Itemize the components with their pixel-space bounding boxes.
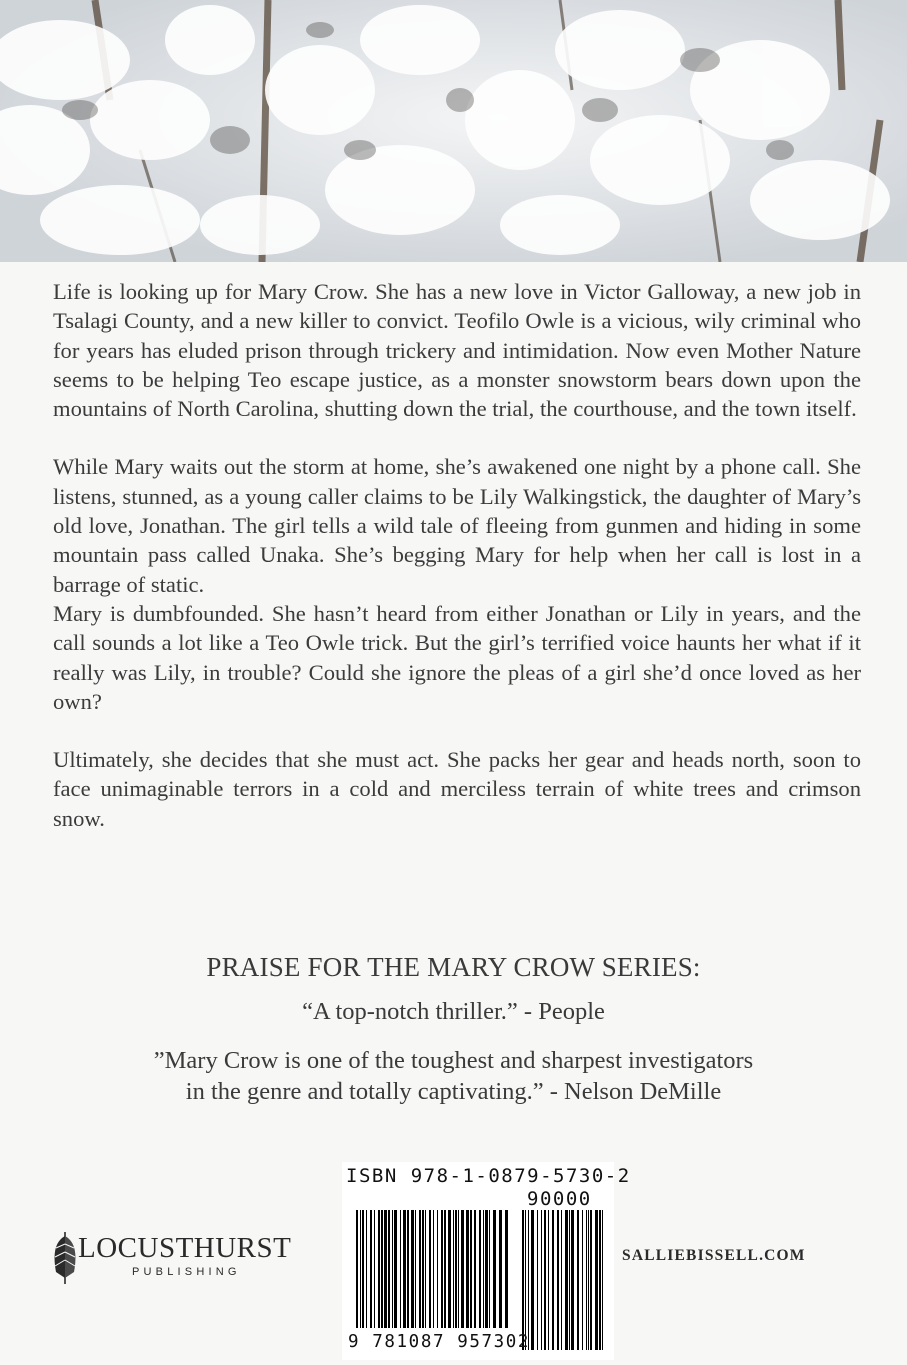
barcode-bar: [394, 1210, 397, 1328]
barcode-bar: [499, 1210, 502, 1328]
barcode-bar: [366, 1210, 367, 1328]
barcode-bar: [433, 1210, 434, 1328]
praise-quote-people: “A top-notch thriller.” - People: [302, 998, 605, 1025]
barcode-addon-bar: [571, 1210, 574, 1350]
price-code: 90000: [527, 1188, 592, 1210]
barcode-bar: [441, 1210, 443, 1328]
barcode-addon-bar: [537, 1210, 538, 1350]
barcode-addon-bar: [590, 1210, 592, 1350]
praise-quote-demille-line2: in the genre and totally captivating.” - Nelson DeMille: [185, 1078, 722, 1105]
barcode-addon-bar: [569, 1210, 570, 1350]
praise-quote-demille: [80, 1045, 827, 1107]
publisher-logo: [50, 1228, 310, 1284]
barcode-addon-bar: [525, 1210, 526, 1350]
barcode-bar: [378, 1210, 380, 1328]
barcode-addon-bar: [602, 1210, 603, 1350]
barcode-addon-bar: [565, 1210, 568, 1350]
barcode-bar: [388, 1210, 390, 1328]
barcode-bar: [485, 1210, 488, 1328]
barcode-bar: [374, 1210, 375, 1328]
barcode-bar: [437, 1210, 438, 1328]
barcode-bar: [461, 1210, 464, 1328]
barcode-addon-bar: [577, 1210, 579, 1350]
barcode-addon-bar: [548, 1210, 549, 1350]
isbn-label: ISBN 978-1-0879-5730-2: [346, 1165, 631, 1187]
barcode-bar: [392, 1210, 393, 1328]
barcode-bar: [493, 1210, 496, 1328]
barcode-bar: [356, 1210, 358, 1328]
barcode-bar: [415, 1210, 416, 1328]
barcode-addon-bar: [557, 1210, 559, 1350]
barcode-bar: [407, 1210, 409, 1328]
feather-icon: [50, 1228, 80, 1286]
barcode-addon-bar: [544, 1210, 546, 1350]
barcode-addon-bar: [552, 1210, 554, 1350]
barcode-bar: [455, 1210, 457, 1328]
book-description: [53, 277, 861, 833]
barcode-bar: [466, 1210, 469, 1328]
praise-heading: PRAISE FOR THE MARY CROW SERIES:: [206, 952, 701, 982]
barcode-addon-bar: [531, 1210, 534, 1350]
barcode-addon-bar: [599, 1210, 601, 1350]
barcode-bar: [362, 1210, 364, 1328]
barcode-bar: [458, 1210, 459, 1328]
barcode-addon-bar: [586, 1210, 587, 1350]
barcode-addon-bar: [541, 1210, 542, 1350]
barcode-bar: [505, 1210, 508, 1328]
barcode-bar: [425, 1210, 426, 1328]
barcode-bar: [479, 1210, 481, 1328]
publisher-name: LOCUSTHURST: [78, 1232, 292, 1264]
barcode-bar: [483, 1210, 484, 1328]
description-paragraph-3: Mary is dumbfounded. She hasn’t heard from either Jonathan or Lily in years, and the call sounds a lot like a Teo Owle trick. But the girl’s terrified voice haunts her what if it really was Lily, in trouble? Could she ignore the pleas of a girl she’d once loved as her own?: [53, 600, 861, 714]
description-paragraph-1: Life is looking up for Mary Crow. She has a new love in Victor Galloway, a new job in Tsalagi County, and a new killer to convict. Teofilo Owle is a vicious, wily criminal who for years has eluded prison through trickery and intimidation. Now even Mother Nature seems to be helping Teo escape justice, as a monster snowstorm bears down upon the mountains of North Carolina, shutting down the trial, the courthouse, and the town itself.: [53, 279, 861, 422]
barcode-bar: [444, 1210, 446, 1328]
barcode-bar: [419, 1210, 421, 1328]
description-paragraph-4: Ultimately, she decides that she must act. She packs her gear and heads north, soon to face unimaginable terrors in a cold and merciless terrain of white trees and crimson snow.: [53, 747, 861, 831]
barcode-bar: [381, 1210, 383, 1328]
barcode-bar: [403, 1210, 406, 1328]
barcode-addon-bar: [588, 1210, 589, 1350]
praise-quote-demille-line1: ”Mary Crow is one of the toughest and sharpest investigators: [153, 1047, 754, 1074]
barcode-bar: [453, 1210, 454, 1328]
barcode-bar: [429, 1210, 431, 1328]
barcode-bar: [474, 1210, 476, 1328]
barcode-bar: [400, 1210, 401, 1328]
barcode-bar: [448, 1210, 451, 1328]
barcode-bar: [422, 1210, 424, 1328]
barcode-bar: [360, 1210, 361, 1328]
barcode-bar: [411, 1210, 414, 1328]
barcode-bar: [370, 1210, 372, 1328]
barcode-digits: 9 781087 957302: [348, 1332, 531, 1352]
barcode-addon-bar: [522, 1210, 524, 1350]
barcode-addon-bar: [582, 1210, 583, 1350]
barcode-addon-bar: [595, 1210, 598, 1350]
barcode-bar: [384, 1210, 387, 1328]
barcode-bar: [489, 1210, 490, 1328]
publisher-sub: PUBLISHING: [132, 1266, 241, 1278]
barcode-addon-bar: [561, 1210, 562, 1350]
description-paragraph-2: While Mary waits out the storm at home, she’s awakened one night by a phone call. She listens, stunned, as a young caller claims to be Lily Walkingstick, the daughter of Mary’s old love, Jonathan. The girl tells a wild tale of fleeing from gunmen and hiding in some mountain pass called Unaka. She’s begging Mary for help when her call is lost in a barrage of static.: [53, 454, 861, 597]
snowy-forest-photo: [0, 0, 907, 262]
barcode-bar: [470, 1210, 472, 1328]
barcode-addon-bar: [528, 1210, 529, 1350]
website-url[interactable]: SALLIEBISSELL.COM: [622, 1247, 806, 1264]
